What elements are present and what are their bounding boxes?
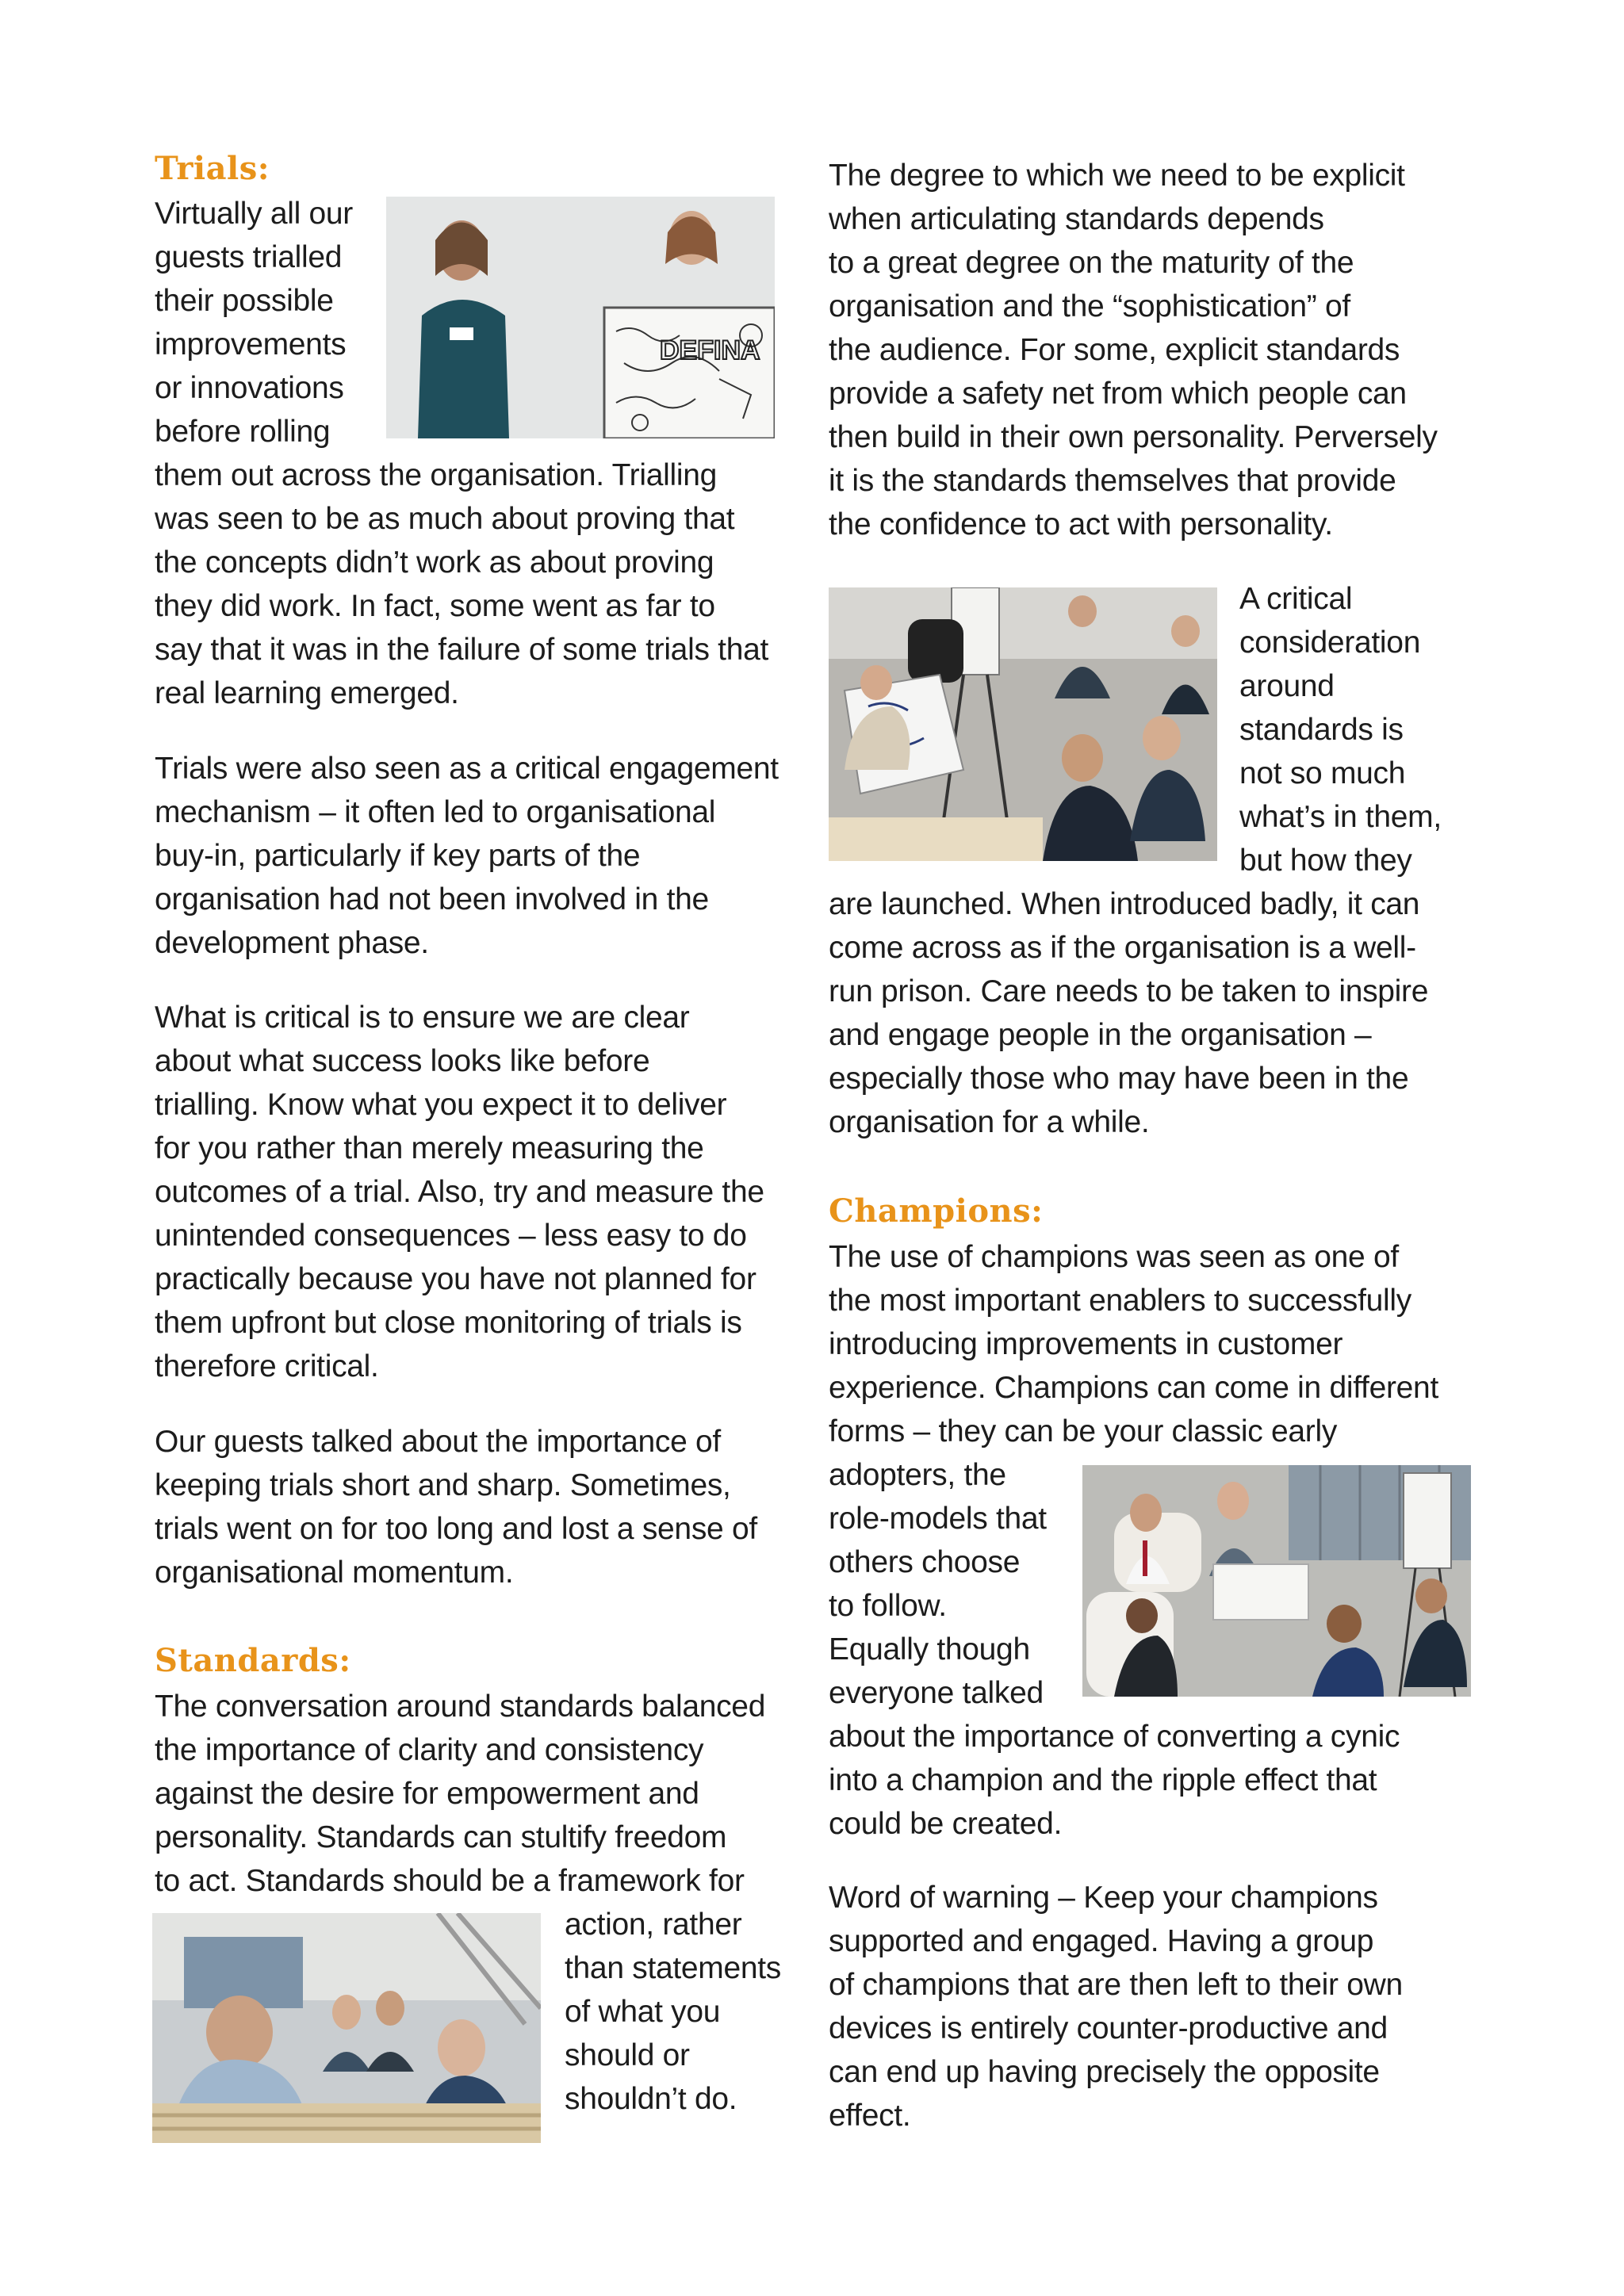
drawing-label: DEFINA <box>660 335 760 365</box>
champions-heading: Champions: <box>829 1192 1044 1230</box>
champions-photo <box>1082 1465 1471 1697</box>
standards-heading: Standards: <box>155 1642 351 1679</box>
workshop-photo <box>829 587 1217 861</box>
presenter-photo <box>386 197 775 438</box>
trials-heading: Trials: <box>155 150 270 187</box>
meeting-photo <box>152 1913 541 2143</box>
